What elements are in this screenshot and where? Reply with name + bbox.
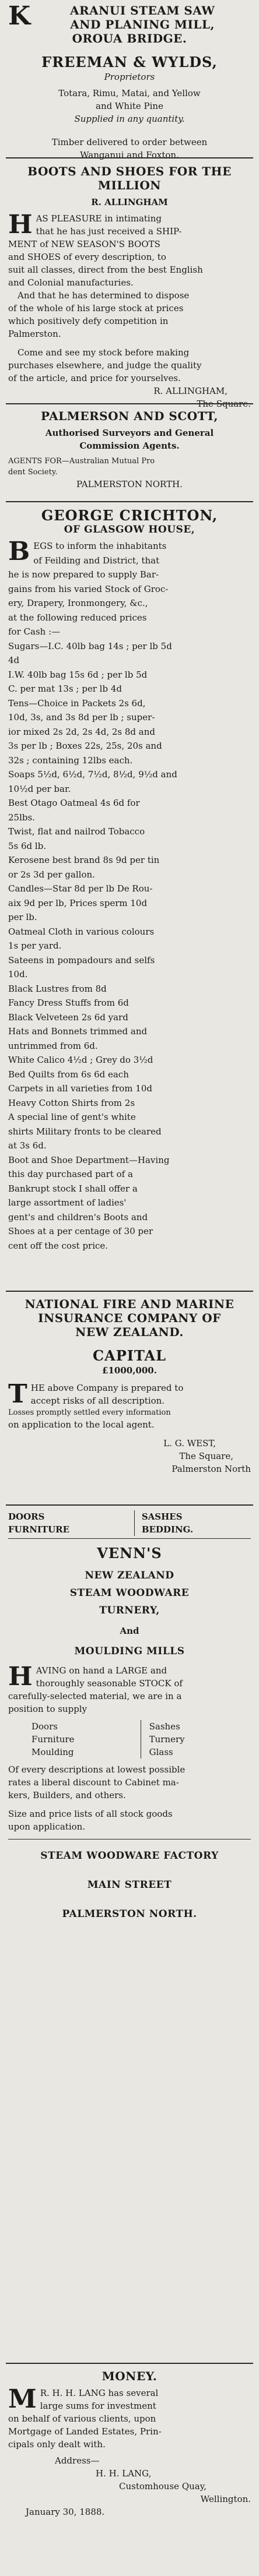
mill-title-2: AND PLANING MILL,: [70, 17, 215, 31]
crichton-line: of Feilding and District, that: [33, 555, 160, 566]
boots-line-7: And that he has determined to dispose: [18, 290, 190, 301]
crichton-line: he is now prepared to supply Bar-: [8, 569, 159, 580]
drop-cap: B: [8, 537, 30, 566]
crichton-line: 32s ; containing 12lbs each.: [8, 755, 133, 766]
venn-title: VENN'S: [97, 1545, 162, 1562]
venn-body-1: AVING on hand a LARGE and: [36, 1665, 167, 1676]
crichton-line: 10d.: [8, 969, 28, 979]
money-address-label: Address—: [55, 2455, 100, 2466]
venn-list-right-1: Sashes: [149, 1721, 180, 1732]
crichton-line: Shoes at a per centage of 30 per: [8, 1226, 153, 1236]
divider: [6, 2363, 253, 2364]
ad-surveyors: [8, 409, 251, 491]
crichton-line: large assortment of ladies': [8, 1197, 127, 1208]
divider: [6, 501, 253, 502]
venn-head-left-2: FURNITURE: [8, 1524, 70, 1535]
surveyors-agents-1: AGENTS FOR—Australian Mutual Pro: [8, 457, 155, 466]
boots-line-11: Come and see my stock before making: [18, 347, 190, 358]
ad-sawmill: [8, 3, 251, 161]
venn-head-right-2: BEDDING.: [141, 1524, 194, 1535]
venn-line-5: MOULDING MILLS: [74, 1645, 185, 1657]
venn-list-left-3: Moulding: [32, 1747, 74, 1757]
mill-body-2: and White Pine: [96, 101, 163, 111]
crichton-line: 4d: [8, 655, 20, 665]
money-date: January 30, 1888.: [26, 2507, 105, 2517]
boots-line-6: and Colonial manufacturies.: [8, 277, 134, 288]
ad-crichton: [8, 507, 251, 1253]
crichton-line: 1s per yard.: [8, 940, 62, 951]
crichton-line: Bankrupt stock I shall offer a: [8, 1183, 138, 1194]
crichton-line: for Cash :—: [8, 626, 61, 637]
boots-line-4: and SHOES of every description, to: [8, 252, 166, 262]
money-line-3: on behalf of various clients, upon: [8, 2413, 156, 2424]
money-line-1: R. H. H. LANG has several: [40, 2388, 159, 2398]
boots-line-5: suit all classes, direct from the best English: [8, 265, 203, 275]
crichton-line: Sugars—I.C. 40lb bag 14s ; per lb 5d: [8, 640, 172, 651]
ad-money: [8, 2369, 251, 2518]
surveyors-title: PALMERSON AND SCOTT,: [41, 409, 218, 423]
venn-body-2: thoroughly seasonable STOCK of: [36, 1678, 183, 1689]
boots-line-3: MENT of NEW SEASON'S BOOTS: [8, 239, 160, 249]
crichton-line: this day purchased part of a: [8, 1169, 133, 1179]
divider: [6, 1504, 253, 1506]
money-address-street: Customhouse Quay,: [119, 2481, 206, 2492]
crichton-line: Fancy Dress Stuffs from 6d: [8, 998, 129, 1008]
divider: [6, 157, 253, 158]
venn-body2-5: upon application.: [8, 1821, 86, 1832]
crichton-line: Twist, flat and nailrod Tobacco: [8, 826, 145, 837]
venn-body-3: carefully-selected material, we are in a: [8, 1691, 182, 1701]
crichton-line: at 3s 6d.: [8, 1140, 47, 1151]
crichton-line: 3s per lb ; Boxes 22s, 25s, 20s and: [8, 741, 162, 751]
venn-head-right-1: SASHES: [141, 1511, 183, 1522]
insurance-capital-label: CAPITAL: [92, 1347, 167, 1364]
boots-sign-1: R. ALLINGHAM,: [153, 386, 228, 396]
boots-title-1: BOOTS AND SHOES FOR THE: [27, 164, 232, 178]
insurance-title-3: NEW ZEALAND.: [75, 1325, 184, 1339]
mill-title-1: ARANUI STEAM SAW: [69, 3, 215, 17]
crichton-line: gains from his varied Stock of Groc-: [8, 583, 169, 594]
venn-list-right-2: Turnery: [149, 1734, 185, 1745]
money-address-city: Wellington.: [200, 2494, 251, 2504]
insurance-sign-1: L. G. WEST,: [163, 1438, 216, 1449]
crichton-line: Bed Quilts from 6s 6d each: [8, 1069, 129, 1080]
venn-street: MAIN STREET: [87, 1879, 172, 1891]
crichton-line: Heavy Cotton Shirts from 2s: [8, 1097, 135, 1108]
boots-line-2: that he has just received a SHIP-: [36, 226, 182, 237]
drop-cap: M: [8, 2384, 37, 2414]
crichton-sub: OF GLASGOW HOUSE,: [64, 524, 195, 535]
insurance-title-1: NATIONAL FIRE AND MARINE: [24, 1297, 235, 1311]
boots-name: R. ALLINGHAM: [91, 197, 168, 207]
venn-body2-3: kers, Builders, and others.: [8, 1790, 126, 1800]
surveyors-body-2: Commission Agents.: [79, 441, 180, 451]
mill-notice-1: Timber delivered to order between: [51, 137, 208, 147]
venn-town: PALMERSTON NORTH.: [62, 1908, 197, 1920]
insurance-sign-2: The Square,: [179, 1451, 233, 1461]
crichton-line: 5s 6d lb.: [8, 840, 47, 851]
mill-title-3: OROUA BRIDGE.: [72, 31, 187, 45]
ad-insurance: [8, 1297, 251, 1475]
insurance-line-4: on application to the local agent.: [8, 1419, 155, 1430]
crichton-line: Black Lustres from 8d: [8, 983, 107, 994]
firm-name: FREEMAN & WYLDS,: [41, 54, 218, 71]
venn-line-3: TURNERY,: [99, 1605, 160, 1616]
crichton-line: shirts Military fronts to be cleared: [8, 1126, 162, 1137]
venn-body2-2: rates a liberal discount to Cabinet ma-: [8, 1777, 179, 1788]
insurance-line-3: Losses promptly settled every information: [8, 1408, 171, 1417]
boots-line-1: AS PLEASURE in intimating: [36, 213, 162, 224]
crichton-line: Oatmeal Cloth in various colours: [8, 926, 155, 937]
insurance-sign-3: Palmerston North: [172, 1464, 251, 1474]
divider: [6, 1291, 253, 1292]
money-address-name: H. H. LANG,: [96, 2468, 152, 2479]
boots-line-12: purchases elsewhere, and judge the quality: [8, 360, 202, 371]
crichton-line: 10½d per bar.: [8, 783, 71, 794]
surveyors-agents-2: dent Society.: [8, 468, 58, 477]
venn-body-4: position to supply: [8, 1704, 88, 1714]
boots-line-13: of the article, and price for yourselves.: [8, 373, 181, 383]
crichton-line: 25lbs.: [8, 812, 35, 823]
venn-head-left-1: DOORS: [8, 1511, 45, 1522]
venn-list-left-1: Doors: [32, 1721, 58, 1732]
crichton-line: Carpets in all varieties from 10d: [8, 1083, 152, 1094]
crichton-line: I.W. 40lb bag 15s 6d ; per lb 5d: [8, 669, 148, 680]
boots-title-2: MILLION: [97, 178, 162, 192]
divider: [6, 403, 253, 404]
surveyors-place: PALMERSTON NORTH.: [76, 479, 183, 489]
money-title: MONEY.: [102, 2369, 158, 2383]
insurance-line-2: accept risks of all description.: [30, 1396, 165, 1406]
mill-body-3: Supplied in any quantity.: [74, 114, 185, 124]
crichton-line: Boot and Shoe Department—Having: [8, 1154, 170, 1165]
crichton-line: Black Velveteen 2s 6d yard: [8, 1012, 128, 1023]
money-line-5: cipals only dealt with.: [8, 2439, 106, 2450]
insurance-capital: £1000,000.: [102, 1365, 157, 1376]
divider: [8, 1839, 251, 1840]
crichton-line: EGS to inform the inhabitants: [33, 541, 167, 551]
crichton-line: ery, Drapery, Ironmongery, &c.,: [8, 598, 148, 608]
insurance-line-1: HE above Company is prepared to: [30, 1383, 184, 1393]
crichton-line: aix 9d per lb, Prices sperm 10d: [8, 897, 148, 908]
venn-list-right-3: Glass: [149, 1747, 173, 1757]
money-line-2: large sums for investment: [40, 2401, 156, 2411]
crichton-line: Tens—Choice in Packets 2s 6d,: [8, 697, 146, 709]
mill-body-1: Totara, Rimu, Matai, and Yellow: [58, 88, 201, 98]
venn-list-left-2: Furniture: [32, 1734, 75, 1745]
crichton-line: Best Otago Oatmeal 4s 6d for: [8, 798, 140, 808]
venn-body2-4: Size and price lists of all stock goods: [8, 1809, 173, 1819]
crichton-line: per lb.: [8, 912, 37, 922]
drop-cap: H: [8, 1662, 33, 1692]
crichton-line: Candles—Star 8d per lb De Rou-: [8, 883, 153, 894]
crichton-line: Soaps 5½d, 6½d, 7½d, 8½d, 9½d and: [8, 769, 177, 780]
crichton-line: or 2s 3d per gallon.: [8, 869, 95, 880]
crichton-line: ior mixed 2s 2d, 2s 4d, 2s 8d and: [8, 726, 156, 737]
crichton-line: cent off the cost price.: [8, 1240, 108, 1251]
crichton-line: C. per mat 13s ; per lb 4d: [8, 683, 122, 694]
crichton-line: 10d, 3s, and 3s 8d per lb ; super-: [8, 712, 155, 723]
boots-line-8: of the whole of his large stock at prices: [8, 303, 184, 313]
crichton-line: White Calico 4½d ; Grey do 3½d: [8, 1055, 153, 1065]
crichton-line: A special line of gent's white: [8, 1112, 136, 1122]
venn-line-2: STEAM WOODWARE: [69, 1587, 190, 1599]
drop-cap: K: [8, 3, 31, 31]
crichton-body: [8, 539, 251, 1253]
boots-sign-2: The Square.: [197, 399, 251, 409]
venn-body2-1: Of every descriptions at lowest possible: [8, 1764, 186, 1775]
drop-cap: H: [8, 210, 33, 239]
boots-line-9: which positively defy competition in: [8, 316, 169, 326]
surveyors-body-1: Authorised Surveyors and General: [45, 428, 214, 438]
crichton-title: GEORGE CRICHTON,: [41, 507, 218, 524]
crichton-line: Hats and Bonnets trimmed and: [8, 1026, 148, 1037]
drop-cap: T: [8, 1379, 27, 1409]
venn-factory: STEAM WOODWARE FACTORY: [40, 1850, 219, 1862]
boots-line-10: Palmerston.: [8, 329, 61, 339]
crichton-line: Sateens in pompadours and selfs: [8, 954, 155, 965]
ad-boots: [8, 164, 251, 410]
crichton-line: untrimmed from 6d.: [8, 1040, 98, 1051]
crichton-line: Kerosene best brand 8s 9d per tin: [8, 855, 160, 865]
crichton-line: at the following reduced prices: [8, 612, 147, 623]
firm-role: Proprietors: [104, 72, 155, 82]
money-line-4: Mortgage of Landed Estates, Prin-: [8, 2426, 162, 2437]
ad-venn: [8, 1510, 251, 1920]
mill-notice-2: Wanganui and Foxton.: [80, 150, 179, 160]
insurance-title-2: INSURANCE COMPANY OF: [38, 1311, 221, 1325]
venn-line-1: NEW ZEALAND: [85, 1570, 174, 1581]
crichton-line: gent's and children's Boots and: [8, 1211, 148, 1222]
venn-line-4: And: [120, 1626, 139, 1636]
